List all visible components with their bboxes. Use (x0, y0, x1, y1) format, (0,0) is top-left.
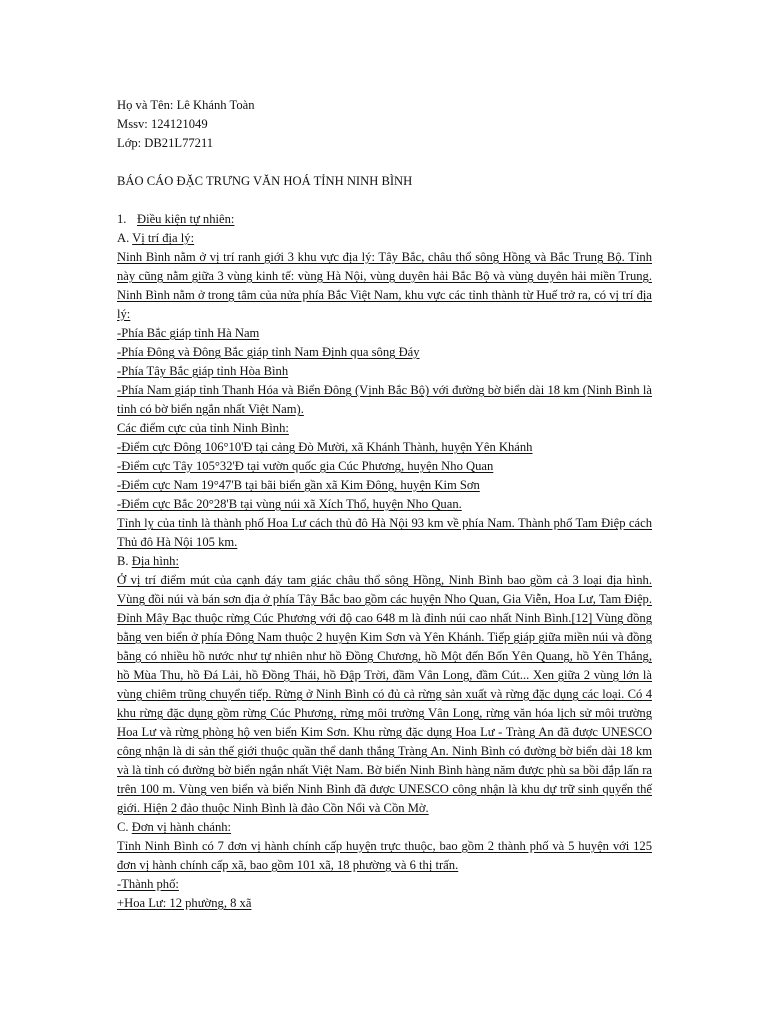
part-a-heading (117, 229, 652, 248)
border-east: -Phía Đông và Đông Bắc giáp tỉnh Nam Định qua sông Đáy (117, 345, 420, 359)
city-hoa-lu: +Hoa Lư: 12 phường, 8 xã (117, 896, 252, 910)
extreme-south: -Điểm cực Nam 19°47'B tại bãi biển gần xã Kim Đông, huyện Kim Sơn (117, 478, 480, 492)
part-c-title: Đơn vị hành chánh: (131, 820, 232, 834)
student-name: Họ và Tên: Lê Khánh Toàn (117, 98, 255, 112)
cities-heading: -Thành phố: (117, 877, 179, 891)
extreme-east: -Điểm cực Đông 106°10'Đ tại cảng Đò Mười, xã Khánh Thành, huyện Yên Khánh (117, 440, 533, 454)
extreme-north: -Điểm cực Bắc 20°28'B tại vùng núi xã Xích Thổ, huyện Nho Quan. (117, 497, 462, 511)
section-1-title: Điều kiện tự nhiên: (137, 212, 235, 226)
part-c-heading (117, 818, 652, 837)
part-c-prefix: C. (117, 820, 129, 834)
part-a-title: Vị trí địa lý: (132, 231, 195, 245)
border-northwest: -Phía Tây Bắc giáp tỉnh Hòa Bình (117, 364, 289, 378)
section-1-heading (117, 210, 652, 229)
part-b-prefix: B. (117, 554, 129, 568)
student-id: Mssv: 124121049 (117, 117, 208, 131)
extremes-heading: Các điểm cực của tỉnh Ninh Bình: (117, 421, 289, 435)
document-page (117, 96, 652, 913)
extreme-west: -Điểm cực Tây 105°32'Đ tại vườn quốc gia Cúc Phương, huyện Nho Quan (117, 459, 494, 473)
document-title: BÁO CÁO ĐẶC TRƯNG VĂN HOÁ TỈNH NINH BÌNH (117, 174, 413, 188)
section-1-number: 1. (117, 212, 127, 226)
part-a-intro: Ninh Bình nằm ở vị trí ranh giới 3 khu vực địa lý: Tây Bắc, châu thổ sông Hồng và Bắc Trung Bộ. Tỉnh này cũng nằm giữa 3 vùng kinh tế: vùng Hà Nội, vùng duyên hải Bắc Bộ và vùng duyên hải miền Trung. Ninh Bình nằm ở trong tâm của nửa phía Bắc Việt Nam, khu vực các tỉnh thành từ Huế trở ra, có vị trí địa lý: (117, 250, 652, 321)
part-c-body: Tỉnh Ninh Bình có 7 đơn vị hành chính cấp huyện trực thuộc, bao gồm 2 thành phố và 5 huyện với 125 đơn vị hành chính cấp xã, bao gồm 101 xã, 18 phường và 6 thị trấn. (117, 839, 652, 872)
part-b-heading (117, 552, 652, 571)
part-b-title: Địa hình: (131, 554, 179, 568)
border-north: -Phía Bắc giáp tỉnh Hà Nam (117, 326, 260, 340)
border-south: -Phía Nam giáp tỉnh Thanh Hóa và Biển Đông (Vịnh Bắc Bộ) với đường bờ biển dài 18 km (Ninh Bình là tỉnh có bờ biển ngắn nhất Việt Nam). (117, 383, 652, 416)
capital-note: Tỉnh lỵ của tỉnh là thành phố Hoa Lư cách thủ đô Hà Nội 93 km về phía Nam. Thành phố Tam Điệp cách Thủ đô Hà Nội 105 km. (117, 516, 652, 549)
part-b-body: Ở vị trí điểm mút của cạnh đáy tam giác châu thổ sông Hồng, Ninh Bình bao gồm cả 3 loại địa hình. Vùng đồi núi và bán sơn địa ở phía Tây Bắc bao gồm các huyện Nho Quan, Gia Viễn, Hoa Lư, Tam Điệp. Đỉnh Mây Bạc thuộc rừng Cúc Phương với độ cao 648 m là đỉnh núi cao nhất Ninh Bình.[12] Vùng đồng bằng ven biển ở phía Đông Nam thuộc 2 huyện Kim Sơn và Yên Khánh. Tiếp giáp giữa miền núi và đồng bằng có nhiều hồ nước như tự nhiên như hồ Đồng Chương, hồ Một đến Bốn Yên Quang, hồ Yên Thắng, hồ Mùa Thu, hồ Đá Lải, hồ Đồng Thái, hồ Đập Trời, đầm Vân Long, đầm Cút... Xen giữa 2 vùng lớn là vùng chiêm trũng chuyển tiếp. Rừng ở Ninh Bình có đủ cả rừng sản xuất và rừng đặc dụng các loại. Có 4 khu rừng đặc dụng gồm rừng Cúc Phương, rừng môi trường Vân Long, rừng văn hóa lịch sử môi trường Hoa Lư và rừng phòng hộ ven biển Kim Sơn. Khu rừng đặc dụng Hoa Lư - Tràng An đã được UNESCO công nhận là di sản thế giới thuộc quần thể danh thắng Tràng An. Ninh Bình có đường bờ biển dài 18 km và là tỉnh có đường bờ biển ngắn nhất Việt Nam. Bờ biển Ninh Bình hàng năm được phù sa bồi đắp lấn ra trên 100 m. Vùng ven biển và biển Ninh Bình đã được UNESCO công nhận là khu dự trữ sinh quyển thế giới. Hiện 2 đảo thuộc Ninh Bình là đảo Cồn Nổi và Cồn Mờ. (117, 573, 652, 815)
student-class: Lớp: DB21L77211 (117, 136, 214, 150)
part-a-prefix: A. (117, 231, 130, 245)
